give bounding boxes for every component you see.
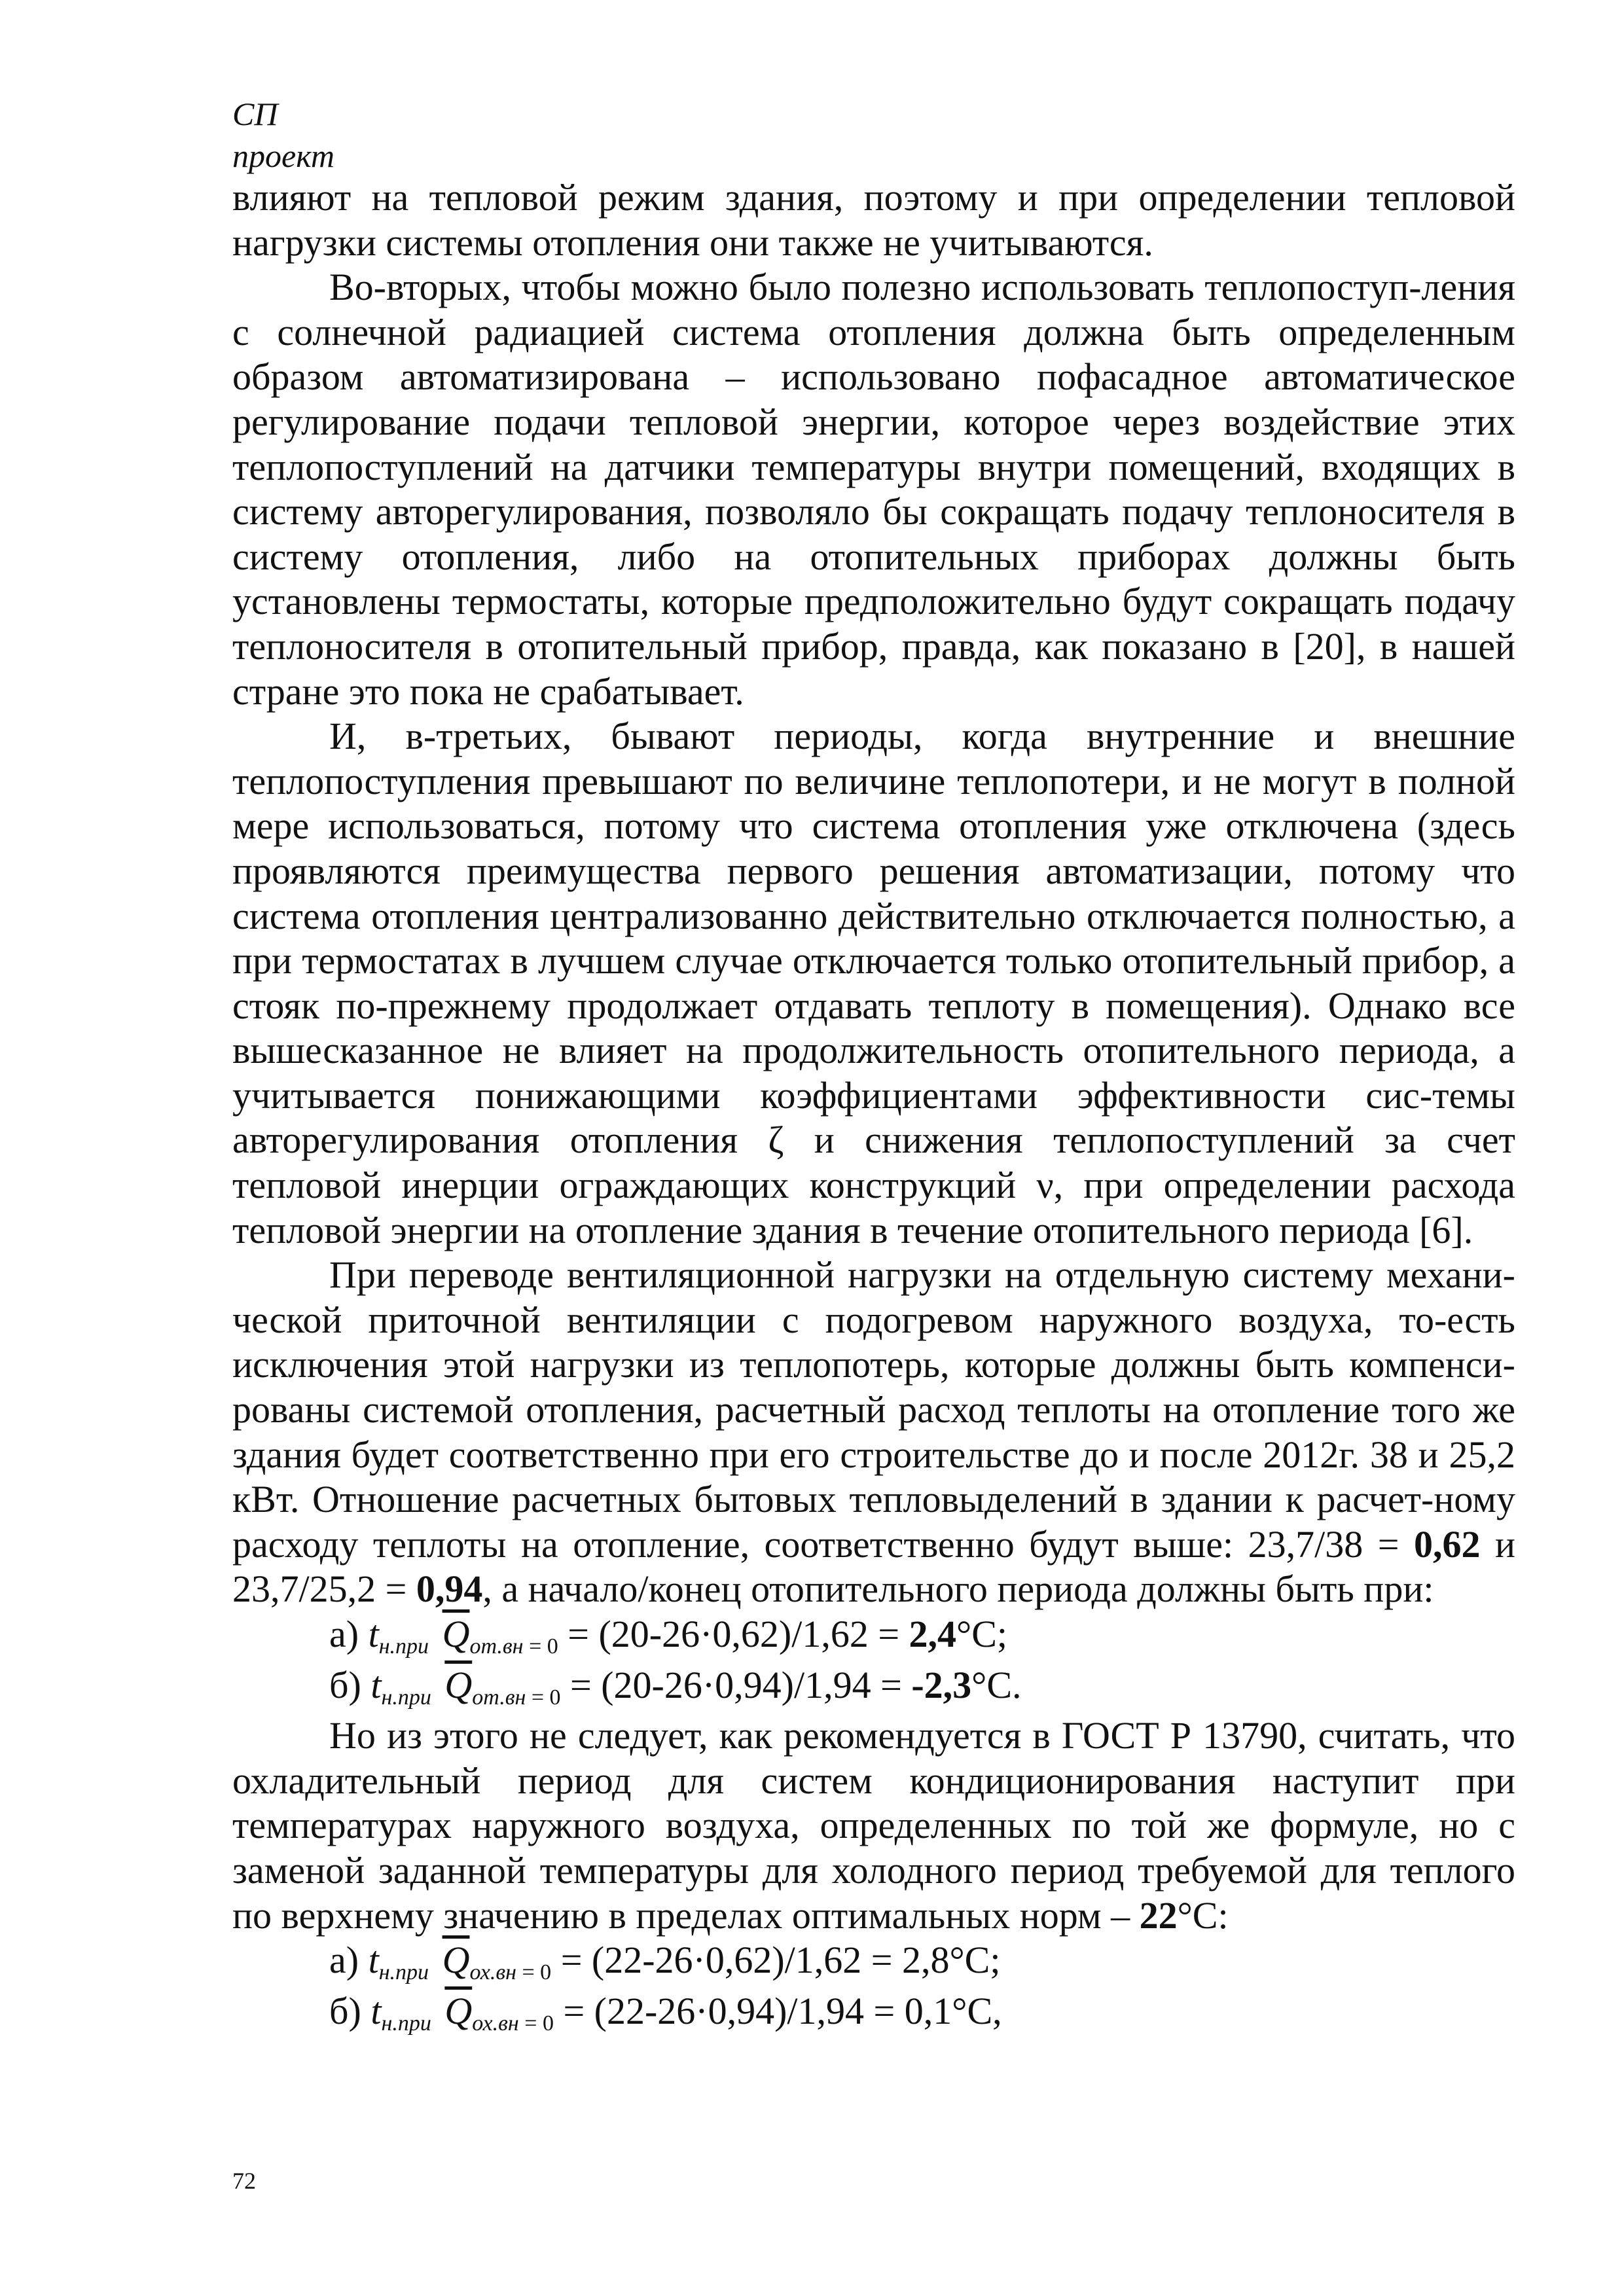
formula-cooling-a: а) tн.при $\overline{Q}ох.вн = 0 = (22-26\cdot 0,62)/1,62 = 2,8^\circ С$; — [329, 1939, 1001, 1985]
page-number: 72 — [232, 2168, 256, 2194]
formula-heating-b: б) tн.при $\overline{Q}от.вн = 0 = (20-26\cdot 0,94)/1,94 = -2,3^\circ С$. — [329, 1663, 1022, 1710]
paragraph-4-text-start: При переводе вентиляционной нагрузки на отдельную систему механи-ческой приточной вентиляции с подогревом наружного воздуха, то-есть исключения этой нагрузки из теплопотерь, которые должны быть компенси-рованы системой отопления, расчетный расход теплоты на отопление того же здания будет соответственно при его строительстве до и после 2012г. 38 и 25,2 кВт. Отношение расчетных бытовых тепловыделений в здании к расчет-ному расходу теплоты на отопление, соответственно будут выше: 23,7/38 = — [232, 1253, 1515, 1566]
body-text — [232, 175, 1515, 2039]
formula-result: 2,4 — [909, 1613, 957, 1655]
paragraph-2: Во-вторых, чтобы можно было полезно использовать теплопоступ-ления с солнечной радиацией система отопления должна быть определенным образом автоматизирована – использовано пофасадное автоматическое регулирование подачи тепловой энергии, которое через воздействие этих теплопоступлений на датчики температуры внутри помещений, входящих в систему авторегулирования, позволяло бы сокращать подачу теплоносителя в систему отопления, либо на отопительных приборах должны быть установлены термостаты, которые предположительно будут сокращать подачу теплоносителя в отопительный прибор, правда, как показано в [20], в нашей стране это пока не срабатывает. — [232, 266, 1515, 713]
paragraph-5-text-end: °С: — [1177, 1893, 1229, 1937]
header-line-2: проект — [232, 137, 335, 174]
running-header — [232, 93, 334, 177]
ratio-value-2: 0,94 — [416, 1568, 483, 1611]
paragraph-4-text-end: , а начало/конец отопительного периода должны быть при: — [482, 1568, 1434, 1611]
paragraph-3: И, в-третьих, бывают периоды, когда внутренние и внешние теплопоступления превышают по величине теплопотери, и не могут в полной мере использоваться, потому что система отопления уже отключена (здесь проявляются преимущества первого решения автоматизации, потому что система отопления централизованно действительно отключается полностью, а при термостатах в лучшем случае отключается только отопительный прибор, а стояк по-прежнему продолжает отдавать теплоту в помещения). Однако все вышесказанное не влияет на продолжительность отопительного периода, а учитывается понижающими коэффициентами эффективности сис-темы авторегулирования отопления ζ и снижения теплопоступлений за счет тепловой инерции ограждающих конструкций ν, при определении расхода тепловой энергии на отопление здания в течение отопительного периода [6]. — [232, 715, 1515, 1251]
formula-result: -2,3 — [911, 1663, 972, 1706]
header-line-1: СП — [232, 96, 278, 132]
paragraph-5 — [232, 1713, 1515, 1938]
formula-cooling-b: б) tн.при $\overline{Q}ох.вн = 0 = (22-26\cdot 0,94)/1,94 = 0,1^\circ С$, — [329, 1989, 1002, 2036]
paragraph-1: влияют на тепловой режим здания, поэтому и при определении тепловой нагрузки системы отопления они также не учитываются. — [232, 176, 1515, 264]
paragraph-4 — [232, 1253, 1515, 1612]
paragraph-5-text-start: Но из этого не следует, как рекомендуется в ГОСТ Р 13790, считать, что охладительный период для систем кондиционирования наступит при температурах наружного воздуха, определенных по той же формуле, но с заменой заданной температуры для холодного период требуемой для теплого по верхнему значению в пределах оптимальных норм – — [232, 1714, 1515, 1937]
temperature-value: 22 — [1139, 1893, 1178, 1937]
formula-heating-a: а) tн.при $\overline{Q}от.вн = 0 = (20-26\cdot 0,62)/1,62 = 2,4^\circ С$; — [329, 1613, 1008, 1659]
paragraph-4-text-mid: и 23,7/25,2 = — [232, 1522, 1515, 1611]
ratio-value-1: 0,62 — [1413, 1522, 1481, 1566]
